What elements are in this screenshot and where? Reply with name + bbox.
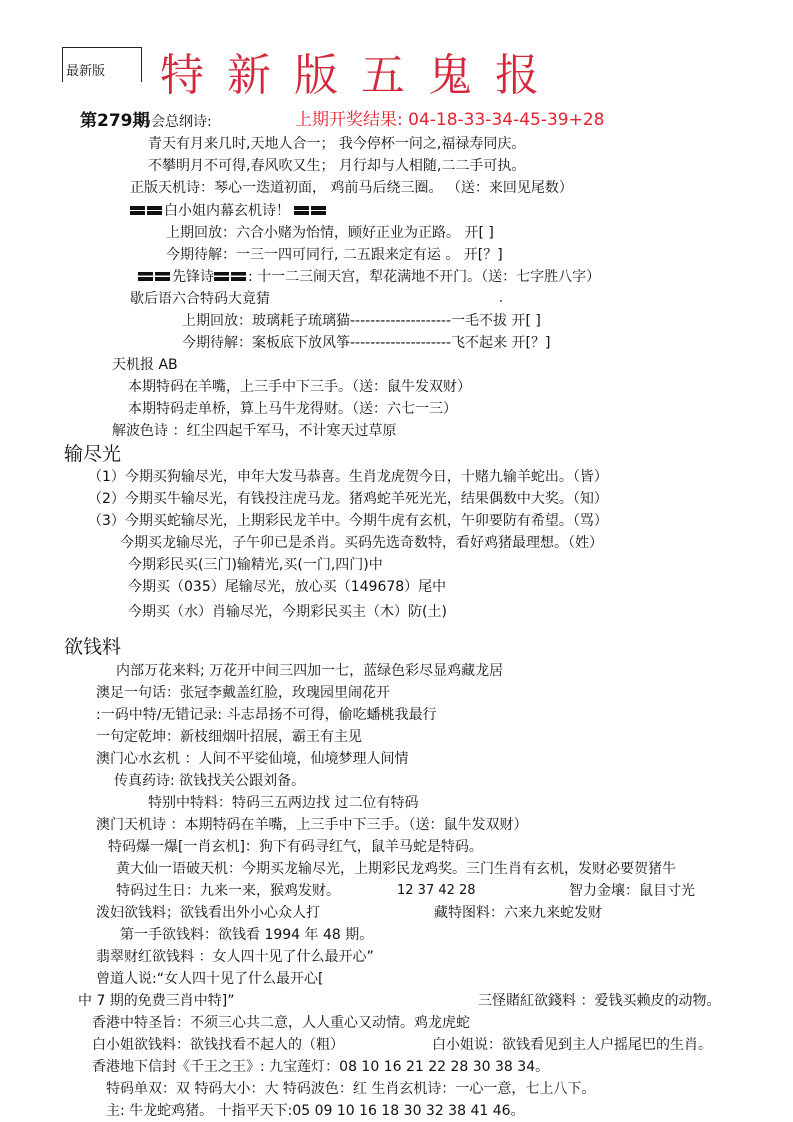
shujinguang-line: 今期买龙输尽光，子午卯已是杀肖。买码先选奇数特，看好鸡猪最理想。（姓） (120, 535, 603, 551)
tianjibao-line-1: 本期特码在羊嘴，上三手中下三手。（送：鼠牛发双财） (128, 379, 471, 395)
yuqian-line: 内部万花来料; 万花开中间三四加一七，蓝绿色彩尽显鸡藏龙居 (116, 663, 504, 679)
section-shujinguang: 输尽光 (64, 443, 122, 465)
yuqian-line: 一句定乾坤：新枝细烟叶招展，霸王有主见 (96, 729, 362, 745)
shujinguang-line: 今期买（035）尾输尽光，放心买（149678）尾中 (128, 579, 447, 595)
yuqian-line: 第一手欲钱料：欲钱看 1994 年 48 期。 (120, 927, 374, 943)
poem-line-1: 青天有月来几时,天地人合一； 我今停杯一问之,福禄寿同庆。 (148, 136, 526, 152)
yuqian-line: 澳门天机诗 ：本期特码在羊嘴，上三手中下三手。（送：鼠牛发双财） (96, 817, 528, 833)
yuqian-line: 黄大仙一语破天机：今期买龙输尽光，上期彩民龙鸡奖。三门生肖有玄机，发财必要贺猪牛 (116, 861, 676, 877)
xiehouyu-title: 歇后语六合特码大竟猜 (130, 291, 270, 307)
shujinguang-line: （1）今期买狗输尽光，申年大发马恭喜。生肖龙虎贺今日，十赌九输羊蛇出。（皆） (88, 469, 608, 485)
yuqian-line: 中 7 期的免费三肖中特]” (78, 993, 235, 1009)
bars-icon (294, 204, 328, 218)
shujinguang-line: 今期买（水）肖输尽光，今期彩民买主（木）防(土) (128, 604, 447, 620)
yuqian-line: 白小姐欲钱料：欲钱找看不起人的（粗） (92, 1037, 344, 1053)
birthday-numbers: 12 37 42 28 (397, 883, 476, 898)
ma-label: 马会总纲诗: (137, 114, 212, 130)
yuqian-line: 曾道人说:“女人四十见了什么最开心[ (96, 971, 324, 987)
bars-icon (138, 270, 172, 284)
yuqian-line: 特别中特料：特码三五两边找 过二位有特码 (148, 795, 419, 811)
yuqian-line: 澳足一句话：张冠李戴盖红脸，玫瑰园里闹花开 (96, 685, 390, 701)
yuqian-line: 特码爆一爆[一肖玄机]：狗下有码寻红气，鼠羊马蛇是特码。 (108, 839, 483, 855)
yuqian-line: 主: 牛龙蛇鸡猪。 十指平天下:05 09 10 16 18 30 32 38 41 46。 (106, 1103, 525, 1119)
page-title: 特新版五鬼报 (160, 50, 562, 101)
yuqian-line: 香港地下信封《千王之王》: 九宝莲灯：08 10 16 21 22 28 30 38 34。 (92, 1059, 550, 1075)
bars-icon (130, 204, 164, 218)
yuqian-line: :一码中特/无错记录: 斗志昂扬不可得，偷吃蟠桃我最行 (96, 707, 437, 723)
yuqian-line: 传真药诗: 欲钱找关公跟刘备。 (114, 773, 306, 789)
bose-poem: 解波色诗 ：红尘四起千军马，不计寒天过草原 (112, 423, 397, 439)
poem-line-2: 不攀明月不可得,春风吹又生； 月行却与人相随,二二手可执。 (148, 158, 526, 174)
yuqian-line: 澳门心水玄机 ：人间不平娑仙境，仙境梦理人间情 (96, 751, 409, 767)
shujinguang-line: （2）今期买牛输尽光，有钱投注虎马龙。猪鸡蛇羊死光光，结果偶数中大奖。（知） (88, 491, 608, 507)
yuqian-line: 藏特图料：六来九来蛇发财 (434, 905, 602, 921)
baixiaojie-last: 上期回放：六合小赌为怡情，顾好正业为正路。 开[ ] (166, 225, 494, 241)
yuqian-line: 特码过生日：九来一来，猴鸡发财。 (116, 883, 340, 899)
tianjibao-line-2: 本期特码走单桥，算上马牛龙得财。（送：六七一三） (128, 401, 457, 417)
result-label: 上期开奖结果: (295, 110, 409, 130)
last-result (295, 112, 604, 129)
yuqian-line: 特码单双：双 特码大小：大 特码波色：红 生肖玄机诗：一心一意，七上八下。 (106, 1081, 596, 1097)
yuqian-line: 翡翠财红欲钱料 ：女人四十见了什么最开心” (96, 949, 374, 965)
baixiaojie-this: 今期待解：一三一四可同行, 二五跟来定有运 。 开[？] (166, 247, 503, 263)
baixiaojie-title: 白小姐内幕玄机诗！ (130, 204, 328, 218)
edition-box (62, 47, 142, 82)
yuqian-line: 白小姐说：欲钱看见到主人户摇尾巴的生肖。 (432, 1037, 712, 1053)
edition-label: 最新版 (66, 64, 106, 79)
xiehouyu-last: 上期回放：玻璃耗子琉璃猫--------------------一毛不拔 开[ ] (182, 313, 541, 329)
xiehouyu-this: 今期待解：案板底下放风筝--------------------飞不起来 开[？] (182, 335, 551, 351)
yuqian-line: 香港中特圣旨：不须三心共二意，人人重心又动情。鸡龙虎蛇 (92, 1015, 470, 1031)
section-yuqianliao: 欲钱料 (64, 636, 122, 658)
result-numbers: 04-18-33-34-45-39+28 (408, 110, 605, 130)
shujinguang-line: 今期彩民买(三门)输精光,买(一门,四门)中 (128, 557, 383, 573)
yuqian-line: 三怪賭紅欲錢料 ：爱钱买赖皮的动物。 (478, 993, 721, 1009)
tianjibao-title: 天机报 AB (112, 357, 178, 373)
bars-icon (214, 270, 248, 284)
yuqian-line: 智力金壤：鼠目寸光 (569, 883, 695, 899)
shujinguang-line: （3）今期买蛇输尽光，上期彩民龙羊中。今期牛虎有玄机，午卯要防有希望。（骂） (88, 513, 608, 529)
zhengban-poem: 正版天机诗：琴心一迭道初面， 鸡前马后绕三圈。 （送：来回见尾数） (130, 180, 573, 196)
issue-number: 第279期 (80, 111, 150, 131)
yuqian-line: 泼妇欲钱料；欲钱看出外小心众人打 (96, 905, 320, 921)
xianfeng-poem: 先锋诗 : 十一二三闹天宫，犁花满地不开门。（送：七字胜八字） (138, 270, 600, 284)
